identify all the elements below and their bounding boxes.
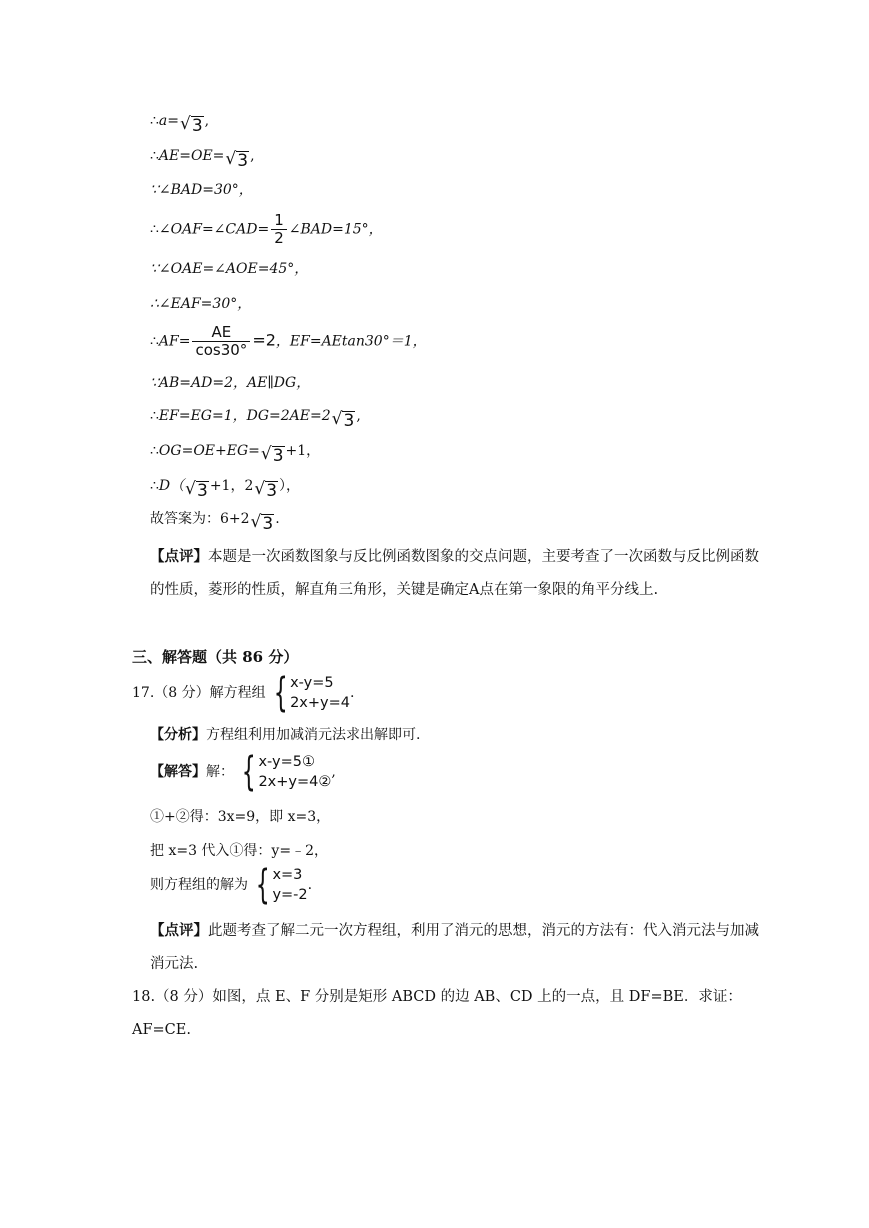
solution-line: ∴OG=OE+EG= √ 3 +1， <box>150 443 321 466</box>
equation-system: { x-y=5 2x+y=4 <box>273 670 350 716</box>
solution-step: 把 x=3 代入①得：y=﹣2， <box>150 843 328 859</box>
solution-line: ∴EF=EG=1，DG=2AE=2 √ 3 , <box>150 408 361 431</box>
solution-line: ∴D（ √ 3 +1，2 √ 3 ）， <box>150 478 301 501</box>
fraction: $\frac{AE}{\cos 30^\circ}$ <box>192 324 250 359</box>
solution-line: ∵∠BAD=30°， <box>150 182 253 198</box>
sqrt-expression: √ 3 <box>225 149 249 171</box>
solution-header: 【解答】解： { x-y=5① 2x+y=4② , <box>150 749 336 795</box>
sqrt-expression: √ 3 <box>250 512 274 534</box>
section-heading: 三、解答题（共 86 分） <box>132 648 299 666</box>
sqrt-expression: √ 3 <box>254 479 278 501</box>
solution-line: ∴AE=OE= √ 3 , <box>150 148 255 171</box>
solution-line: ∴a= √ 3 , <box>150 113 210 136</box>
comment-paragraph: 【点评】此题考查了解二元一次方程组，利用了消元的思想，消元的方法有：代入消元法与加减消元法. <box>150 922 759 972</box>
fraction: $\frac{1}{2}$ <box>271 212 287 247</box>
comment-tag: 【点评】 <box>150 548 208 565</box>
sqrt-expression: √ 3 <box>260 444 284 466</box>
sqrt-expression: √ 3 <box>185 479 208 501</box>
comment-paragraph: 【点评】本题是一次函数图象与反比例函数图象的交点问题，主要考查了一次函数与反比例函数的性质，菱形的性质，解直角三角形，关键是确定A点在第一象限的角平分线上. <box>150 548 759 598</box>
answer-line: 故答案为：6+2 √ 3 . <box>150 511 280 534</box>
solution-line: ∴∠EAF=30°， <box>150 296 252 312</box>
solution-line: ∵∠OAE=∠AOE=45°， <box>150 261 309 277</box>
sqrt-expression: √ 3 <box>180 114 203 136</box>
comment-tag: 【点评】 <box>150 922 208 939</box>
equation-system: { x-y=5① 2x+y=4② <box>241 749 332 795</box>
therefore-symbol: ∴ <box>150 113 159 129</box>
expression: a= <box>158 113 179 129</box>
question-17: 17.（8 分）解方程组 { x-y=5 2x+y=4 . <box>132 670 355 716</box>
analysis-line: 【分析】方程组利用加减消元法求出解即可. <box>150 727 421 743</box>
solution-line: ∵AB=AD=2，AE∥DG， <box>150 375 311 391</box>
question-18: 18.（8 分）如图，点 E、F 分别是矩形 ABCD 的边 AB、CD 上的一点，且 DF=BE．求证：AF=CE. <box>132 989 742 1038</box>
solution-result: 则方程组的解为 { x=3 y=-2 . <box>150 862 313 908</box>
solution-line: ∴AF= $\frac{AE}{\cos 30^\circ}$ =2，EF=AEtan30°＝1， <box>150 323 427 359</box>
solution-tag: 【解答】 <box>150 764 206 780</box>
equation-system: { x=3 y=-2 <box>255 862 308 908</box>
analysis-tag: 【分析】 <box>150 727 206 743</box>
sqrt-expression: √ 3 <box>331 409 355 431</box>
solution-step: ①+②得：3x=9，即 x=3， <box>150 809 331 825</box>
solution-line: ∴∠OAF=∠CAD= $\frac{1}{2}$ ∠BAD=15°， <box>150 211 383 247</box>
